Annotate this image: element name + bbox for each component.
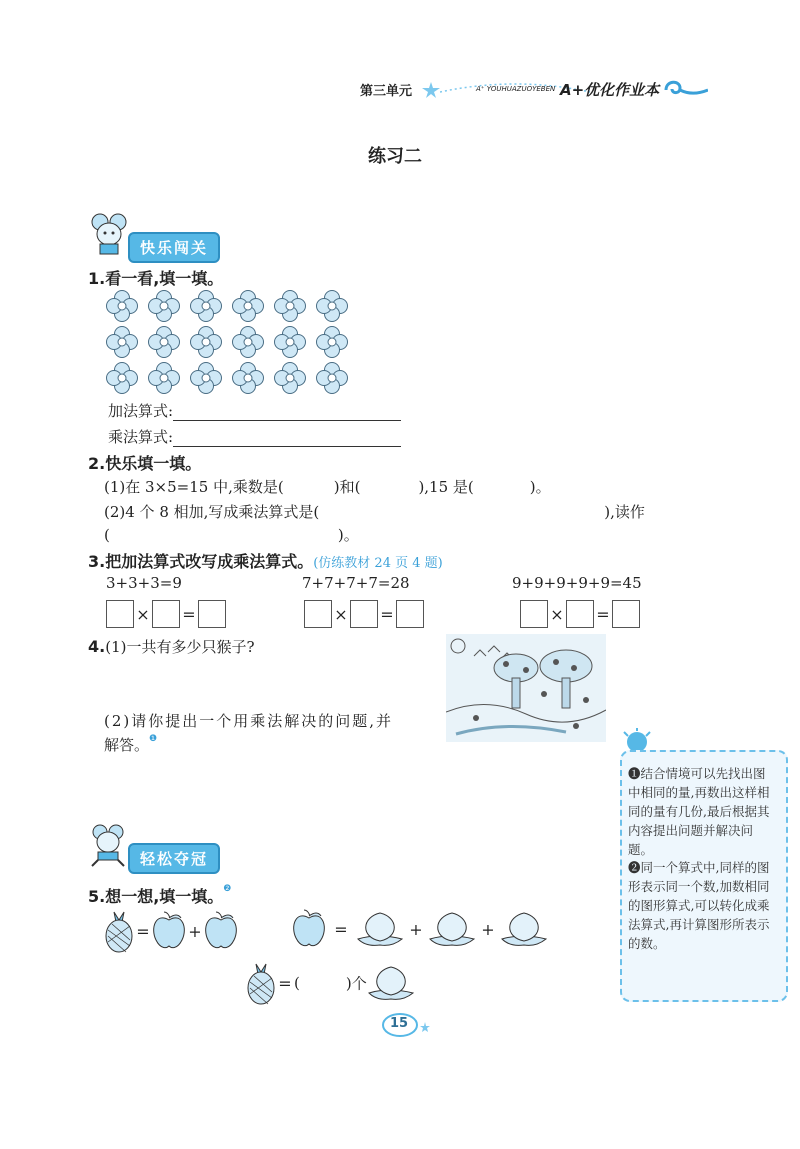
paren-close: )个 (345, 974, 367, 993)
answer-box[interactable] (520, 600, 548, 628)
equation-row-3 (246, 960, 415, 1006)
answer-boxes-2 (304, 600, 424, 628)
pineapple-icon (246, 960, 276, 1006)
answer-boxes-1 (106, 600, 226, 628)
equals-sign: = (334, 919, 348, 939)
page-number: 15 (390, 1016, 409, 1031)
q2-text-b: )和( (333, 478, 361, 496)
question-4-number: 4. (88, 637, 106, 656)
times-sign: × (136, 604, 150, 624)
answer-box[interactable] (612, 600, 640, 628)
question-4-part-2-cont (104, 734, 157, 755)
answer-boxes-3 (520, 600, 640, 628)
question-2-title: 2.快乐填一填。 (88, 454, 202, 473)
plus-sign: + (409, 919, 423, 939)
paren-open: ( (294, 974, 300, 992)
peach-icon (428, 909, 476, 949)
page-header (330, 76, 720, 104)
multiplication-answer-line[interactable] (173, 428, 401, 447)
pineapple-icon (104, 908, 134, 954)
addition-label: 加法算式: (108, 402, 174, 420)
hint-2: ❷同一个算式中,同样的图形表示同一个数,加数相同的图形算式,可以转化成乘法算式,再计算图形所表示的数。 (628, 860, 770, 951)
times-sign: × (334, 604, 348, 624)
question-3-header (88, 549, 443, 572)
star-icon (422, 82, 440, 98)
equals-sign: = (278, 973, 292, 993)
equals-sign: = (380, 604, 394, 624)
question-2-part-2 (104, 501, 645, 522)
peach-icon (367, 963, 415, 1003)
swirl-logo-icon (662, 78, 708, 100)
equation-row-2 (292, 908, 548, 950)
expression-2: 7+7+7+7=28 (302, 574, 410, 592)
equals-sign: = (182, 604, 196, 624)
plus-sign: + (481, 919, 495, 939)
page-title: 练习二 (368, 146, 422, 167)
mouse-mascot-icon (88, 212, 132, 256)
apple-icon (292, 908, 326, 950)
equation-row-1 (104, 908, 238, 954)
brand-pinyin: A⁺ YOUHUAZUOYEBEN (476, 85, 556, 93)
q2-text-g: ( (104, 526, 110, 544)
q2-text-h: )。 (337, 526, 359, 544)
question-4-part-1 (88, 636, 255, 657)
q2-text-a: (1)在 3×5=15 中,乘数是( (104, 478, 284, 496)
plus-sign: + (188, 921, 202, 941)
question-2-part-1 (104, 476, 551, 497)
apple-icon (204, 910, 238, 952)
q2-text-e: (2)4 个 8 相加,写成乘法算式是( (104, 503, 320, 521)
hint-1: ❶结合情境可以先找出图中相同的量,再数出这样相同的量有几份,最后根据其内容提出问题并解决问题。 (628, 766, 770, 857)
multiplication-row (108, 426, 401, 447)
addition-answer-line[interactable] (173, 402, 401, 421)
equals-sign: = (136, 921, 150, 941)
q2-text-c: ),15 是( (418, 478, 474, 496)
monkeys-illustration (446, 634, 606, 742)
note-marker-2: ❷ (223, 884, 232, 894)
question-1-title: 1.看一看,填一填。 (88, 269, 224, 288)
question-4-text-3: 解答。 (104, 736, 150, 754)
addition-row (108, 400, 401, 421)
peach-icon (356, 909, 404, 949)
answer-box[interactable] (106, 600, 134, 628)
apple-icon (152, 910, 186, 952)
answer-box[interactable] (350, 600, 378, 628)
answer-box[interactable] (198, 600, 226, 628)
flower-grid (100, 288, 360, 396)
question-4-text-1: (1)一共有多少只猴子? (105, 638, 255, 656)
section-banner-easy-win: 轻松夺冠 (128, 843, 220, 874)
question-5-header (88, 884, 231, 907)
question-5-title: 5.想一想,填一填。 (88, 887, 224, 906)
answer-box[interactable] (152, 600, 180, 628)
textbook-reference: (仿练教材 24 页 4 题) (313, 556, 443, 571)
answer-box[interactable] (396, 600, 424, 628)
brand-name: A+优化作业本 (560, 81, 660, 99)
answer-box[interactable] (304, 600, 332, 628)
note-marker-1: ❶ (149, 734, 158, 744)
star-icon (420, 1022, 430, 1032)
answer-box[interactable] (566, 600, 594, 628)
section-banner-happy-challenge: 快乐闯关 (128, 232, 220, 263)
question-4-part-2: (2)请你提出一个用乘法解决的问题,并 (104, 712, 394, 730)
expression-3: 9+9+9+9+9=45 (512, 574, 642, 592)
equals-sign: = (596, 604, 610, 624)
expression-1: 3+3+3=9 (106, 574, 182, 592)
question-2-part-3 (104, 524, 359, 545)
q2-text-d: )。 (529, 478, 551, 496)
times-sign: × (550, 604, 564, 624)
mouse-runner-icon (88, 822, 132, 868)
q2-text-f: ),读作 (604, 503, 645, 521)
multiplication-label: 乘法算式: (108, 428, 174, 446)
question-3-title: 3.把加法算式改写成乘法算式。 (88, 552, 314, 571)
unit-label: 第三单元 (360, 84, 413, 99)
peach-icon (500, 909, 548, 949)
